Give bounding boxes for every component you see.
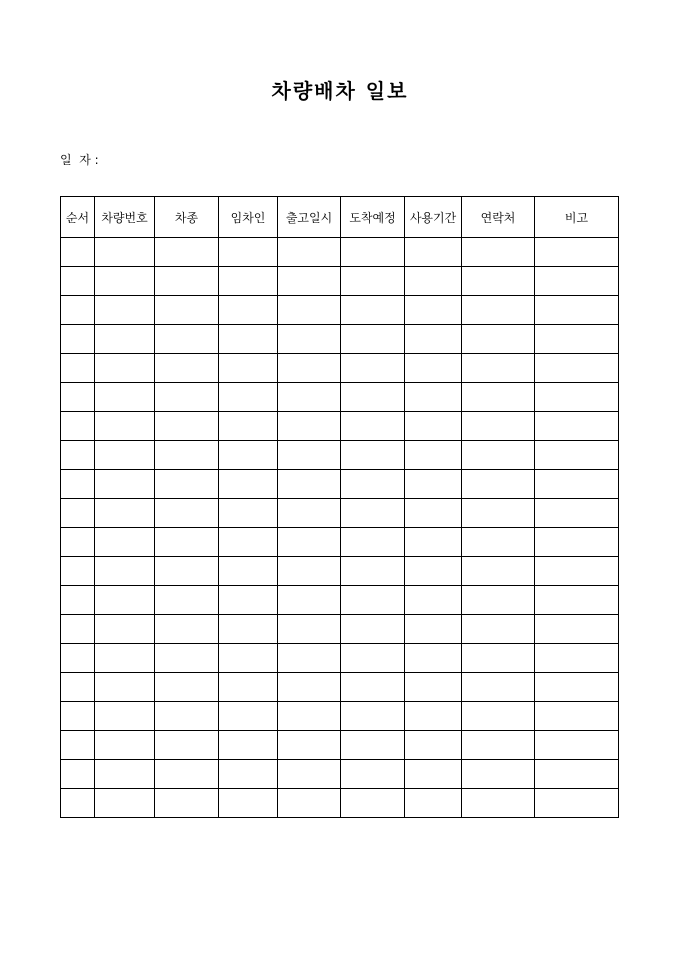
cell-vehicle-number[interactable]: [95, 673, 155, 702]
cell-order[interactable]: [61, 673, 95, 702]
cell-renter[interactable]: [219, 586, 278, 615]
cell-usage-period[interactable]: [405, 673, 462, 702]
cell-order[interactable]: [61, 296, 95, 325]
cell-contact[interactable]: [462, 412, 535, 441]
table-row: [61, 412, 619, 441]
table-row: [61, 238, 619, 267]
cell-order[interactable]: [61, 557, 95, 586]
cell-vehicle-type[interactable]: [155, 615, 219, 644]
cell-expected-arrival[interactable]: [341, 673, 405, 702]
date-label: 일 자 :: [60, 153, 99, 167]
cell-departure-datetime[interactable]: [278, 789, 341, 818]
table-row: [61, 528, 619, 557]
cell-departure-datetime[interactable]: [278, 296, 341, 325]
cell-order[interactable]: [61, 615, 95, 644]
cell-renter[interactable]: [219, 615, 278, 644]
cell-renter[interactable]: [219, 528, 278, 557]
cell-expected-arrival[interactable]: [341, 557, 405, 586]
cell-usage-period[interactable]: [405, 470, 462, 499]
cell-contact[interactable]: [462, 441, 535, 470]
cell-departure-datetime[interactable]: [278, 528, 341, 557]
cell-contact[interactable]: [462, 789, 535, 818]
cell-renter[interactable]: [219, 789, 278, 818]
table-body: [61, 238, 619, 818]
cell-contact[interactable]: [462, 354, 535, 383]
cell-usage-period[interactable]: [405, 615, 462, 644]
cell-contact[interactable]: [462, 267, 535, 296]
cell-order[interactable]: [61, 441, 95, 470]
cell-departure-datetime[interactable]: [278, 267, 341, 296]
cell-contact[interactable]: [462, 760, 535, 789]
cell-expected-arrival[interactable]: [341, 441, 405, 470]
cell-renter[interactable]: [219, 557, 278, 586]
cell-contact[interactable]: [462, 470, 535, 499]
cell-expected-arrival[interactable]: [341, 383, 405, 412]
cell-remarks[interactable]: [535, 354, 619, 383]
header-departure-datetime: 출고일시: [278, 197, 341, 238]
cell-vehicle-number[interactable]: [95, 267, 155, 296]
cell-vehicle-number[interactable]: [95, 470, 155, 499]
header-contact: 연락처: [462, 197, 535, 238]
table-row: [61, 731, 619, 760]
cell-usage-period[interactable]: [405, 325, 462, 354]
cell-departure-datetime[interactable]: [278, 673, 341, 702]
cell-usage-period[interactable]: [405, 586, 462, 615]
cell-contact[interactable]: [462, 644, 535, 673]
cell-remarks[interactable]: [535, 673, 619, 702]
cell-renter[interactable]: [219, 760, 278, 789]
cell-renter[interactable]: [219, 731, 278, 760]
cell-contact[interactable]: [462, 325, 535, 354]
cell-expected-arrival[interactable]: [341, 528, 405, 557]
cell-remarks[interactable]: [535, 238, 619, 267]
cell-expected-arrival[interactable]: [341, 354, 405, 383]
cell-remarks[interactable]: [535, 267, 619, 296]
cell-renter[interactable]: [219, 673, 278, 702]
cell-renter[interactable]: [219, 267, 278, 296]
cell-usage-period[interactable]: [405, 238, 462, 267]
dispatch-table: [60, 196, 619, 818]
cell-expected-arrival[interactable]: [341, 470, 405, 499]
table-row: [61, 673, 619, 702]
cell-order[interactable]: [61, 383, 95, 412]
table-row: [61, 499, 619, 528]
cell-remarks[interactable]: [535, 586, 619, 615]
cell-vehicle-number[interactable]: [95, 760, 155, 789]
cell-renter[interactable]: [219, 296, 278, 325]
cell-order[interactable]: [61, 238, 95, 267]
cell-vehicle-number[interactable]: [95, 412, 155, 441]
page-title: 차량배차 일보: [271, 79, 409, 103]
cell-vehicle-type[interactable]: [155, 470, 219, 499]
cell-usage-period[interactable]: [405, 731, 462, 760]
table-row: [61, 441, 619, 470]
cell-expected-arrival[interactable]: [341, 615, 405, 644]
cell-remarks[interactable]: [535, 325, 619, 354]
table-row: [61, 267, 619, 296]
cell-contact[interactable]: [462, 238, 535, 267]
table-row: [61, 470, 619, 499]
cell-vehicle-number[interactable]: [95, 383, 155, 412]
cell-vehicle-type[interactable]: [155, 586, 219, 615]
cell-vehicle-type[interactable]: [155, 267, 219, 296]
cell-vehicle-type[interactable]: [155, 557, 219, 586]
header-remarks: 비고: [535, 197, 619, 238]
cell-departure-datetime[interactable]: [278, 731, 341, 760]
cell-expected-arrival[interactable]: [341, 412, 405, 441]
header-order: 순서: [61, 197, 95, 238]
cell-vehicle-number[interactable]: [95, 441, 155, 470]
cell-vehicle-number[interactable]: [95, 789, 155, 818]
cell-departure-datetime[interactable]: [278, 760, 341, 789]
table-row: [61, 296, 619, 325]
table-row: [61, 760, 619, 789]
cell-contact[interactable]: [462, 702, 535, 731]
cell-vehicle-number[interactable]: [95, 499, 155, 528]
table-row: [61, 789, 619, 818]
cell-order[interactable]: [61, 586, 95, 615]
cell-vehicle-number[interactable]: [95, 586, 155, 615]
cell-departure-datetime[interactable]: [278, 615, 341, 644]
cell-vehicle-type[interactable]: [155, 499, 219, 528]
cell-expected-arrival[interactable]: [341, 267, 405, 296]
cell-usage-period[interactable]: [405, 760, 462, 789]
cell-vehicle-number[interactable]: [95, 702, 155, 731]
table-header-row: [61, 197, 619, 238]
cell-usage-period[interactable]: [405, 383, 462, 412]
table-row: [61, 644, 619, 673]
cell-order[interactable]: [61, 528, 95, 557]
cell-contact[interactable]: [462, 731, 535, 760]
cell-order[interactable]: [61, 354, 95, 383]
cell-departure-datetime[interactable]: [278, 702, 341, 731]
cell-remarks[interactable]: [535, 528, 619, 557]
cell-vehicle-type[interactable]: [155, 760, 219, 789]
cell-expected-arrival[interactable]: [341, 731, 405, 760]
cell-usage-period[interactable]: [405, 528, 462, 557]
cell-expected-arrival[interactable]: [341, 238, 405, 267]
cell-usage-period[interactable]: [405, 644, 462, 673]
cell-departure-datetime[interactable]: [278, 441, 341, 470]
cell-order[interactable]: [61, 644, 95, 673]
cell-departure-datetime[interactable]: [278, 470, 341, 499]
table-row: [61, 702, 619, 731]
cell-vehicle-type[interactable]: [155, 412, 219, 441]
cell-vehicle-type[interactable]: [155, 383, 219, 412]
table-row: [61, 586, 619, 615]
cell-usage-period[interactable]: [405, 499, 462, 528]
cell-vehicle-type[interactable]: [155, 644, 219, 673]
cell-contact[interactable]: [462, 296, 535, 325]
cell-departure-datetime[interactable]: [278, 325, 341, 354]
cell-order[interactable]: [61, 702, 95, 731]
table-row: [61, 354, 619, 383]
cell-expected-arrival[interactable]: [341, 644, 405, 673]
cell-remarks[interactable]: [535, 615, 619, 644]
cell-vehicle-type[interactable]: [155, 673, 219, 702]
cell-expected-arrival[interactable]: [341, 702, 405, 731]
cell-vehicle-type[interactable]: [155, 238, 219, 267]
cell-expected-arrival[interactable]: [341, 760, 405, 789]
cell-usage-period[interactable]: [405, 296, 462, 325]
cell-departure-datetime[interactable]: [278, 499, 341, 528]
cell-order[interactable]: [61, 470, 95, 499]
cell-remarks[interactable]: [535, 644, 619, 673]
cell-vehicle-type[interactable]: [155, 789, 219, 818]
cell-vehicle-number[interactable]: [95, 731, 155, 760]
cell-renter[interactable]: [219, 441, 278, 470]
cell-departure-datetime[interactable]: [278, 412, 341, 441]
cell-renter[interactable]: [219, 325, 278, 354]
cell-order[interactable]: [61, 499, 95, 528]
cell-vehicle-number[interactable]: [95, 615, 155, 644]
cell-usage-period[interactable]: [405, 441, 462, 470]
cell-remarks[interactable]: [535, 557, 619, 586]
cell-remarks[interactable]: [535, 441, 619, 470]
table-row: [61, 557, 619, 586]
cell-remarks[interactable]: [535, 470, 619, 499]
cell-vehicle-type[interactable]: [155, 702, 219, 731]
cell-expected-arrival[interactable]: [341, 296, 405, 325]
cell-contact[interactable]: [462, 673, 535, 702]
cell-vehicle-type[interactable]: [155, 354, 219, 383]
cell-contact[interactable]: [462, 615, 535, 644]
cell-renter[interactable]: [219, 383, 278, 412]
cell-order[interactable]: [61, 325, 95, 354]
cell-vehicle-number[interactable]: [95, 325, 155, 354]
cell-remarks[interactable]: [535, 760, 619, 789]
cell-order[interactable]: [61, 731, 95, 760]
cell-order[interactable]: [61, 267, 95, 296]
cell-renter[interactable]: [219, 238, 278, 267]
cell-remarks[interactable]: [535, 499, 619, 528]
cell-vehicle-type[interactable]: [155, 296, 219, 325]
cell-contact[interactable]: [462, 499, 535, 528]
cell-departure-datetime[interactable]: [278, 238, 341, 267]
cell-vehicle-number[interactable]: [95, 238, 155, 267]
table-row: [61, 615, 619, 644]
cell-contact[interactable]: [462, 557, 535, 586]
cell-vehicle-number[interactable]: [95, 296, 155, 325]
cell-usage-period[interactable]: [405, 412, 462, 441]
cell-contact[interactable]: [462, 586, 535, 615]
cell-usage-period[interactable]: [405, 557, 462, 586]
header-expected-arrival: 도착예정: [341, 197, 405, 238]
cell-order[interactable]: [61, 412, 95, 441]
cell-remarks[interactable]: [535, 383, 619, 412]
cell-usage-period[interactable]: [405, 702, 462, 731]
cell-departure-datetime[interactable]: [278, 586, 341, 615]
cell-expected-arrival[interactable]: [341, 789, 405, 818]
cell-order[interactable]: [61, 760, 95, 789]
cell-departure-datetime[interactable]: [278, 354, 341, 383]
header-vehicle-number: 차량번호: [95, 197, 155, 238]
cell-vehicle-type[interactable]: [155, 528, 219, 557]
cell-expected-arrival[interactable]: [341, 499, 405, 528]
cell-vehicle-number[interactable]: [95, 354, 155, 383]
cell-contact[interactable]: [462, 383, 535, 412]
cell-vehicle-number[interactable]: [95, 644, 155, 673]
cell-vehicle-number[interactable]: [95, 557, 155, 586]
cell-usage-period[interactable]: [405, 789, 462, 818]
header-usage-period: 사용기간: [405, 197, 462, 238]
header-renter: 임차인: [219, 197, 278, 238]
cell-order[interactable]: [61, 789, 95, 818]
cell-vehicle-type[interactable]: [155, 731, 219, 760]
cell-renter[interactable]: [219, 412, 278, 441]
cell-contact[interactable]: [462, 528, 535, 557]
cell-departure-datetime[interactable]: [278, 557, 341, 586]
cell-vehicle-type[interactable]: [155, 441, 219, 470]
table-row: [61, 325, 619, 354]
cell-departure-datetime[interactable]: [278, 383, 341, 412]
cell-departure-datetime[interactable]: [278, 644, 341, 673]
cell-vehicle-number[interactable]: [95, 528, 155, 557]
cell-renter[interactable]: [219, 644, 278, 673]
header-vehicle-type: 차종: [155, 197, 219, 238]
cell-remarks[interactable]: [535, 412, 619, 441]
cell-expected-arrival[interactable]: [341, 586, 405, 615]
table-row: [61, 383, 619, 412]
cell-remarks[interactable]: [535, 702, 619, 731]
cell-remarks[interactable]: [535, 789, 619, 818]
cell-usage-period[interactable]: [405, 267, 462, 296]
cell-renter[interactable]: [219, 470, 278, 499]
cell-renter[interactable]: [219, 354, 278, 383]
cell-usage-period[interactable]: [405, 354, 462, 383]
cell-vehicle-type[interactable]: [155, 325, 219, 354]
cell-renter[interactable]: [219, 702, 278, 731]
cell-renter[interactable]: [219, 499, 278, 528]
cell-expected-arrival[interactable]: [341, 325, 405, 354]
cell-remarks[interactable]: [535, 731, 619, 760]
cell-remarks[interactable]: [535, 296, 619, 325]
